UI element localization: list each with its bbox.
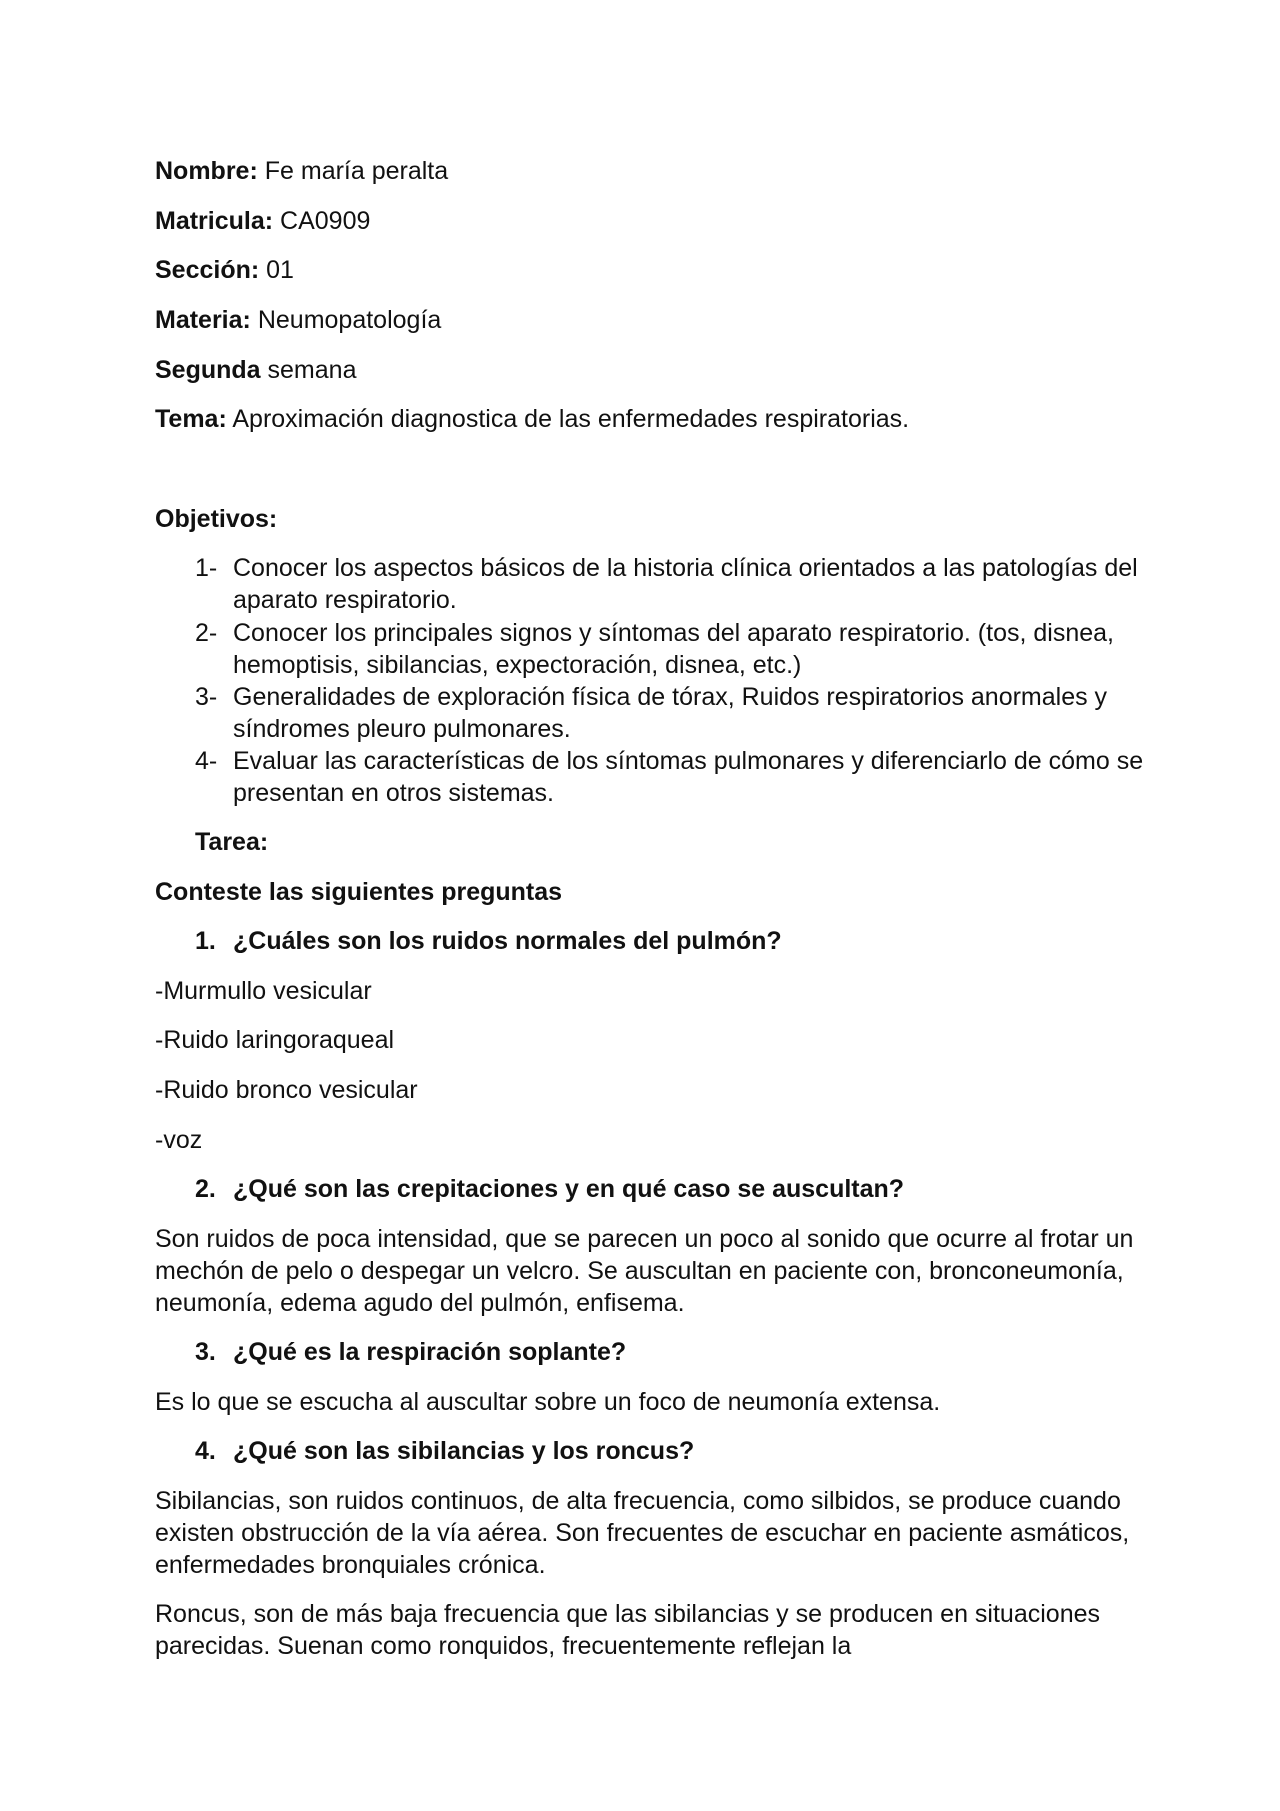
materia-line xyxy=(155,304,441,336)
question-4 xyxy=(195,1435,694,1467)
question-number: 4. xyxy=(195,1437,216,1465)
seccion-value: 01 xyxy=(266,256,294,284)
answer-2: Son ruidos de poca intensidad, que se parecen un poco al sonido que ocurre al frotar un mechón de pelo o despegar un velcro. Se auscultan en paciente con, bronconeumonía, neumonía, edema agudo del pulmón, enfisema. xyxy=(155,1225,1134,1317)
matricula-value: CA0909 xyxy=(280,207,371,235)
objetivo-number: 2- xyxy=(195,619,218,647)
question-text: ¿Cuáles son los ruidos normales del pulmón? xyxy=(233,927,782,955)
seccion-line xyxy=(155,254,294,286)
objetivo-item xyxy=(195,745,1145,809)
materia-label: Materia: xyxy=(155,306,251,334)
tarea-title-text: Tarea: xyxy=(195,828,269,856)
objetivo-number: 4- xyxy=(195,747,218,775)
semana-label: Segunda xyxy=(155,356,261,384)
tarea-title xyxy=(195,826,268,858)
objetivo-number: 3- xyxy=(195,683,218,711)
answer-1-item: -Ruido laringoraqueal xyxy=(155,1026,395,1054)
question-number: 3. xyxy=(195,1338,216,1366)
question-number: 1. xyxy=(195,927,216,955)
nombre-value: Fe maría peralta xyxy=(264,157,449,185)
tema-line xyxy=(155,403,909,435)
question-text: ¿Qué son las crepitaciones y en qué caso se auscultan? xyxy=(233,1175,905,1203)
answer-1-item: -Murmullo vesicular xyxy=(155,977,372,1005)
question-text: ¿Qué son las sibilancias y los roncus? xyxy=(233,1437,695,1465)
semana-value: semana xyxy=(267,356,357,384)
semana-line xyxy=(155,354,356,386)
question-3 xyxy=(195,1336,626,1368)
objetivo-item xyxy=(195,552,1145,616)
nombre-line xyxy=(155,155,448,187)
objetivo-number: 1- xyxy=(195,554,218,582)
tarea-instruction xyxy=(155,876,562,908)
question-number: 2. xyxy=(195,1175,216,1203)
objetivo-text: Generalidades de exploración física de tórax, Ruidos respiratorios anormales y síndromes pleuro pulmonares. xyxy=(233,683,1108,743)
objetivo-text: Conocer los aspectos básicos de la historia clínica orientados a las patologías del aparato respiratorio. xyxy=(233,554,1138,614)
materia-value: Neumopatología xyxy=(257,306,442,334)
objetivos-title-text: Objetivos: xyxy=(155,505,278,533)
answer-1-item: -voz xyxy=(155,1126,203,1154)
question-text: ¿Qué es la respiración soplante? xyxy=(233,1338,627,1366)
tema-value: Aproximación diagnostica de las enfermedades respiratorias. xyxy=(232,405,910,433)
objetivo-text: Conocer los principales signos y síntomas del aparato respiratorio. (tos, disnea, hemoptisis, sibilancias, expectoración, disnea, etc.) xyxy=(233,619,1114,679)
seccion-label: Sección: xyxy=(155,256,260,284)
objetivo-item xyxy=(195,617,1145,681)
objetivo-item xyxy=(195,681,1145,745)
matricula-line xyxy=(155,205,370,237)
objetivos-title xyxy=(155,503,277,535)
question-1 xyxy=(195,925,782,957)
answer-3: Es lo que se escucha al auscultar sobre un foco de neumonía extensa. xyxy=(155,1388,941,1416)
tarea-instruction-text: Conteste las siguientes preguntas xyxy=(155,878,563,906)
matricula-label: Matricula: xyxy=(155,207,274,235)
answer-1-item: -Ruido bronco vesicular xyxy=(155,1076,418,1104)
objetivo-text: Evaluar las características de los síntomas pulmonares y diferenciarlo de cómo se presentan en otros sistemas. xyxy=(233,747,1144,807)
answer-4-sibilancias: Sibilancias, son ruidos continuos, de alta frecuencia, como silbidos, se produce cuando existen obstrucción de la vía aérea. Son frecuentes de escuchar en paciente asmáticos, enfermedades bronquiales crónica. xyxy=(155,1487,1130,1579)
answer-4-roncus: Roncus, son de más baja frecuencia que las sibilancias y se producen en situaciones parecidas. Suenan como ronquidos, frecuentemente reflejan la xyxy=(155,1600,1100,1660)
nombre-label: Nombre: xyxy=(155,157,258,185)
question-2 xyxy=(195,1173,904,1205)
tema-label: Tema: xyxy=(155,405,227,433)
